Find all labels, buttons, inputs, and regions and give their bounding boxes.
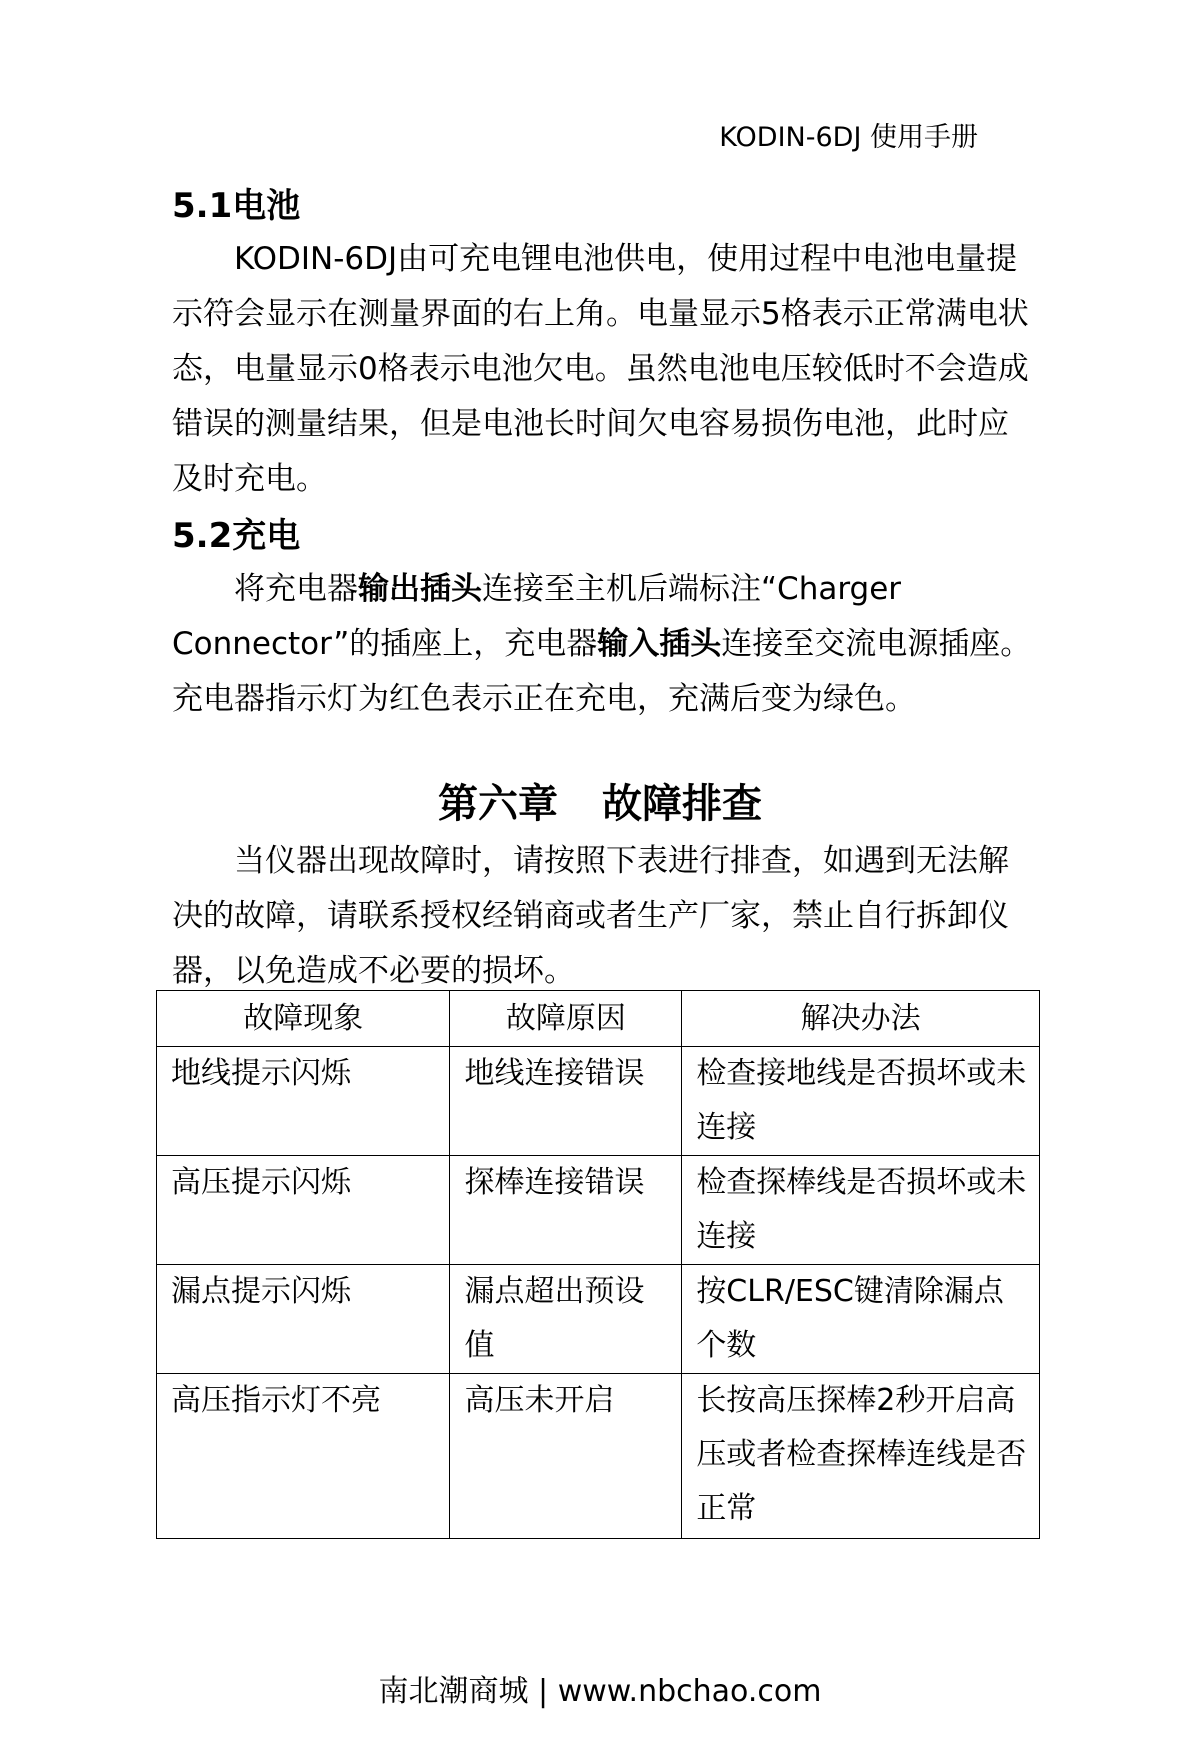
table-cell: 按CLR/ESC键清除漏点个数 <box>682 1265 1040 1374</box>
charging-text-2: 连接至主机后端标注“Charger Connector”的插座上，充电器 <box>172 571 902 662</box>
column-header-symptom: 故障现象 <box>157 991 450 1047</box>
table-row <box>157 1265 1040 1374</box>
charging-text-3: 连接至交流电源插座。充电器指示灯为红色表示正在充电，充满后变为绿色。 <box>172 626 1032 717</box>
table-row <box>157 1374 1040 1539</box>
column-header-cause: 故障原因 <box>450 991 682 1047</box>
chapter-intro-text: 当仪器出现故障时，请按照下表进行排查，如遇到无法解决的故障，请联系授权经销商或者生产厂家，禁止自行拆卸仪器，以免造成不必要的损坏。 <box>172 843 1009 989</box>
charging-bold-output-plug: 输出插头 <box>358 571 482 607</box>
charging-bold-input-plug: 输入插头 <box>597 626 722 662</box>
table-cell: 高压指示灯不亮 <box>157 1374 450 1539</box>
charging-text-1: 将充电器 <box>234 571 358 607</box>
table-row <box>157 1047 1040 1156</box>
table-cell: 长按高压探棒2秒开启高压或者检查探棒连线是否正常 <box>682 1374 1040 1539</box>
table-cell: 高压提示闪烁 <box>157 1156 450 1265</box>
battery-paragraph <box>172 232 1032 507</box>
troubleshooting-table <box>156 990 1040 1539</box>
table-cell: 检查探棒线是否损坏或未连接 <box>682 1156 1040 1265</box>
page-header: KODIN-6DJ 使用手册 <box>719 122 978 153</box>
table-cell: 地线连接错误 <box>450 1047 682 1156</box>
table-cell: 漏点提示闪烁 <box>157 1265 450 1374</box>
page-footer: 南北潮商城 | www.nbchao.com <box>378 1674 822 1709</box>
table-header-row <box>157 991 1040 1047</box>
battery-text: KODIN-6DJ由可充电锂电池供电，使用过程中电池电量提示符会显示在测量界面的右上角。电量显示5格表示正常满电状态，电量显示0格表示电池欠电。虽然电池电压较低时不会造成错误的测量结果，但是电池长时间欠电容易损伤电池，此时应及时充电。 <box>172 241 1029 497</box>
table-cell: 地线提示闪烁 <box>157 1047 450 1156</box>
chapter-intro-paragraph <box>172 834 1032 999</box>
table-cell: 漏点超出预设值 <box>450 1265 682 1374</box>
chapter-name: 故障排查 <box>602 781 762 827</box>
table-cell: 高压未开启 <box>450 1374 682 1539</box>
chapter-number: 第六章 <box>438 781 558 827</box>
table-cell: 探棒连接错误 <box>450 1156 682 1265</box>
chapter-title <box>0 772 1200 829</box>
section-title-charging: 5.2充电 <box>172 516 301 556</box>
section-title-battery: 5.1电池 <box>172 186 301 226</box>
table-row <box>157 1156 1040 1265</box>
column-header-solution: 解决办法 <box>682 991 1040 1047</box>
table-cell: 检查接地线是否损坏或未连接 <box>682 1047 1040 1156</box>
charging-paragraph <box>172 562 1032 727</box>
